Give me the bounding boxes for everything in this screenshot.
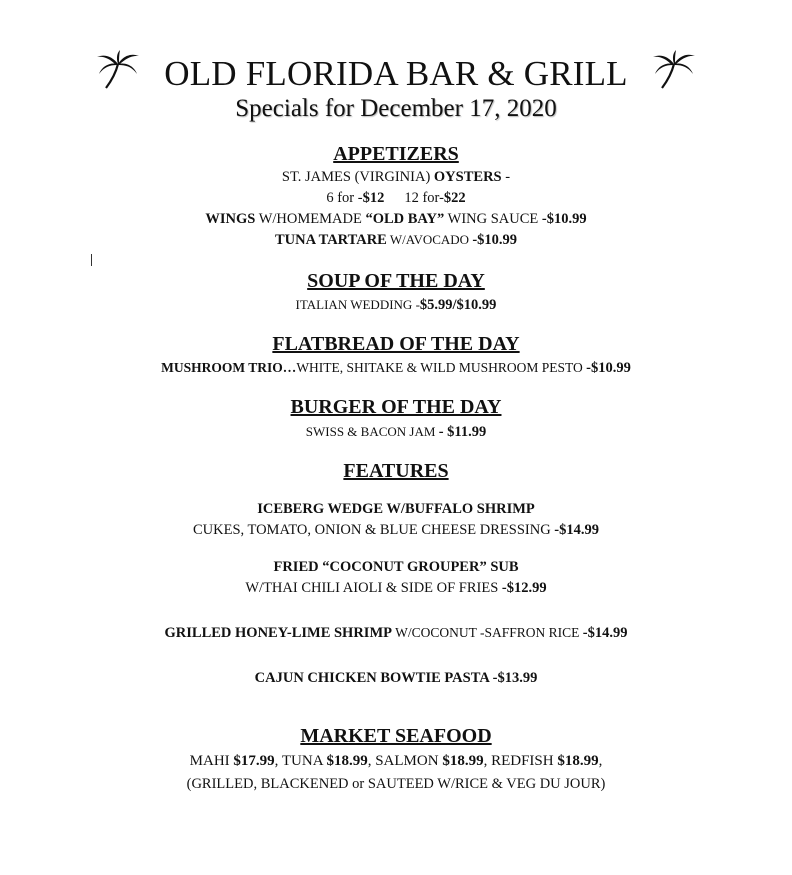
seafood-comma: , — [598, 753, 603, 769]
flatbread-heading: FLATBREAD OF THE DAY — [272, 333, 520, 355]
wings-line — [0, 211, 792, 228]
sub-desc-line — [0, 580, 792, 597]
wedge-desc: CUKES, TOMATO, ONION & BLUE CHEESE DRESSING — [192, 522, 555, 538]
wings-label: WINGS — [205, 211, 256, 227]
soup-item: ITALIAN WEDDING - — [295, 297, 420, 312]
oysters-line — [0, 169, 792, 186]
oysters-origin: ST. JAMES (VIRGINIA) — [281, 169, 434, 185]
soup-heading: SOUP OF THE DAY — [307, 270, 485, 292]
soup-price: $5.99/$10.99 — [419, 297, 497, 313]
seafood-prep-line: (GRILLED, BLACKENED or SAUTEED W/RICE & VEG DU JOUR) — [186, 776, 606, 792]
seafood-salmon-price: $18.99 — [442, 753, 484, 769]
pasta-name: CAJUN CHICKEN BOWTIE PASTA -$13.99 — [254, 670, 538, 686]
wedge-desc-line — [0, 522, 792, 539]
seafood-redfish: , REDFISH — [483, 753, 558, 769]
burger-line — [0, 424, 792, 441]
sub-name: “COCONUT GROUPER” SUB — [322, 559, 519, 575]
appetizers-heading: APPETIZERS — [333, 143, 459, 165]
tuna-desc: W/AVOCADO — [386, 232, 473, 247]
flatbread-price: -$10.99 — [586, 360, 631, 376]
wings-price: -$10.99 — [541, 211, 587, 227]
burger-item: SWISS & BACON JAM — [305, 424, 439, 439]
tuna-price: -$10.99 — [472, 232, 518, 248]
tuna-line — [0, 232, 792, 249]
oysters-label: OYSTERS — [433, 169, 502, 185]
sub-title — [0, 559, 792, 576]
wedge-title — [0, 501, 792, 518]
flatbread-name: MUSHROOM TRIO… — [161, 360, 297, 375]
sub-price: -$12.99 — [501, 580, 547, 596]
seafood-redfish-price: $18.99 — [557, 753, 599, 769]
oysters-price-line — [0, 190, 792, 207]
oysters-twelve-label: 12 for- — [404, 190, 444, 206]
oysters-twelve-price: $22 — [443, 190, 466, 206]
burger-heading: BURGER OF THE DAY — [290, 396, 502, 418]
shrimp-price: -$14.99 — [582, 625, 628, 641]
wedge-name: ICEBERG WEDGE W/BUFFALO SHRIMP — [257, 501, 535, 517]
flatbread-desc: WHITE, SHITAKE & WILD MUSHROOM PESTO — [296, 360, 587, 375]
seafood-mahi: MAHI — [189, 753, 234, 769]
wedge-price: -$14.99 — [554, 522, 600, 538]
burger-price: - $11.99 — [438, 424, 487, 440]
flatbread-line — [0, 360, 792, 377]
sub-fried: FRIED — [273, 559, 323, 575]
seafood-mahi-price: $17.99 — [233, 753, 275, 769]
seafood-tuna-price: $18.99 — [326, 753, 368, 769]
seafood-heading: MARKET SEAFOOD — [300, 725, 492, 747]
shrimp-desc: W/COCONUT -SAFFRON RICE — [391, 625, 583, 640]
wings-sauce: “OLD BAY” — [365, 211, 445, 227]
wings-desc-a: W/HOMEMADE — [255, 211, 366, 227]
tuna-label: TUNA TARTARE — [274, 232, 387, 248]
shrimp-name: GRILLED HONEY-LIME SHRIMP — [164, 625, 392, 641]
text-cursor — [91, 254, 92, 266]
oysters-six-price: $12 — [362, 190, 385, 206]
seafood-prices-line — [0, 753, 792, 770]
seafood-salmon: , SALMON — [367, 753, 443, 769]
page-subtitle: Specials for December 17, 2020 — [235, 95, 557, 122]
sub-desc: W/THAI CHILI AIOLI & SIDE OF FRIES — [245, 580, 502, 596]
soup-line — [0, 297, 792, 314]
page-title: OLD FLORIDA BAR & GRILL — [164, 54, 628, 93]
oysters-six-label: 6 for - — [326, 190, 363, 206]
oysters-dash: - — [501, 169, 511, 185]
pasta-line — [0, 670, 792, 687]
seafood-tuna: , TUNA — [274, 753, 327, 769]
wings-desc-b: WING SAUCE — [444, 211, 542, 227]
features-heading: FEATURES — [343, 460, 449, 482]
shrimp-line — [0, 625, 792, 642]
